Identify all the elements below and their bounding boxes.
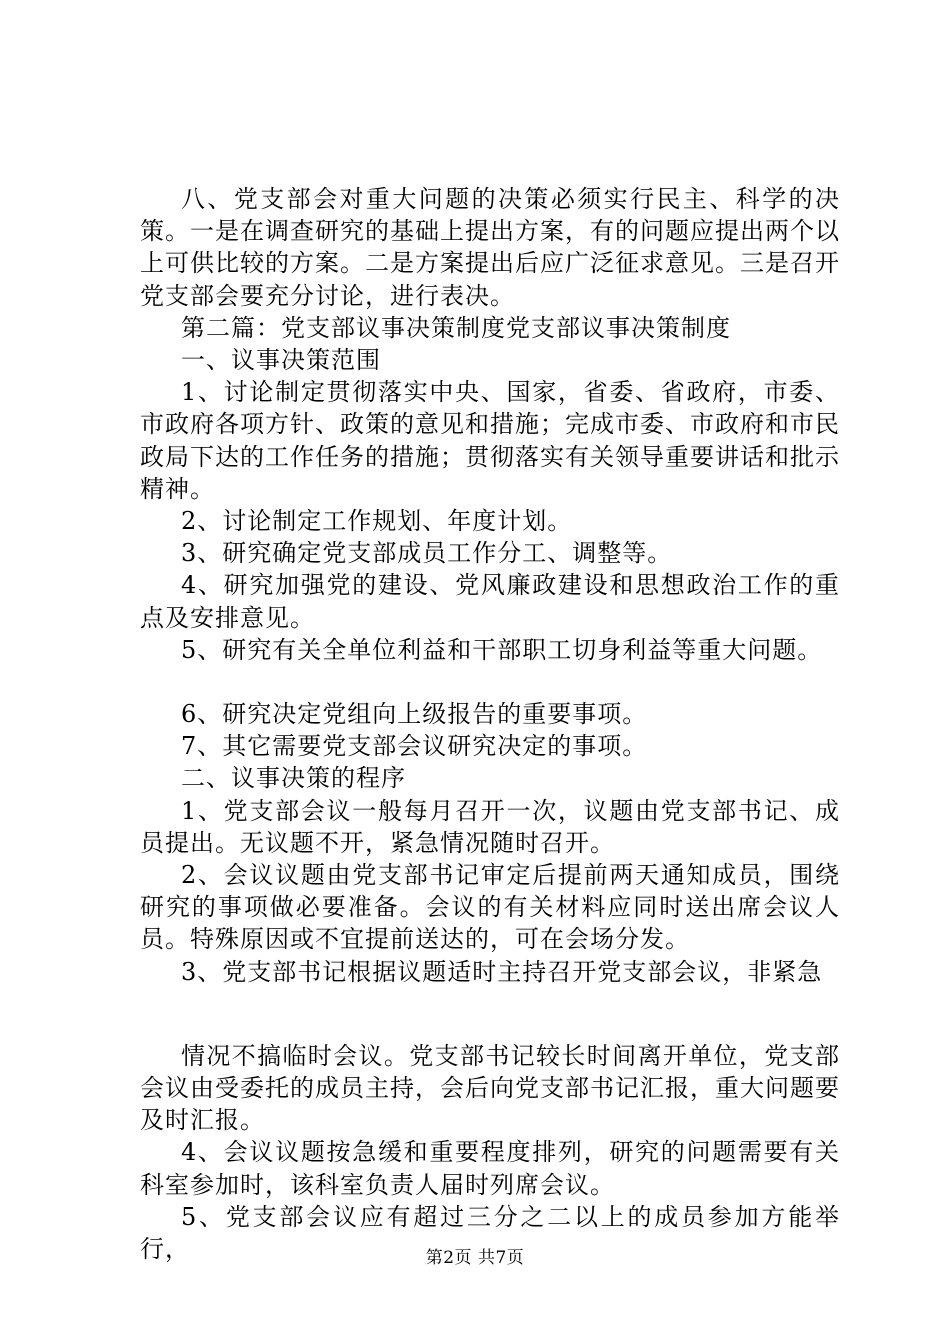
paragraph: 3、研究确定党支部成员工作分工、调整等。	[181, 539, 673, 568]
page-footer	[0, 1243, 950, 1268]
paragraph: 1、党支部会议一般每月召开一次，议题由党支部书记、成员提出。无议题不开，紧急情况随时召开。	[140, 796, 840, 857]
paragraph: 5、党支部会议应有超过三分之二以上的成员参加方能举行，	[140, 1202, 840, 1264]
page-number-label: 第2页 共7页	[425, 1248, 525, 1268]
document-body	[140, 183, 840, 1265]
paragraph: 八、党支部会对重大问题的决策必须实行民主、科学的决策。一是在调查研究的基础上提出方案，有的问题应提出两个以上可供比较的方案。二是方案提出后应广泛征求意见。三是召开党支部会要充分讨论，进行表决。	[140, 185, 840, 310]
paragraph: 二、议事决策的程序	[181, 764, 406, 793]
paragraph: 2、讨论制定工作规划、年度计划。	[181, 507, 573, 536]
paragraph: 情况不搞临时会议。党支部书记较长时间离开单位，党支部会议由受委托的成员主持，会后向党支部书记汇报，重大问题要及时汇报。	[140, 1041, 840, 1135]
paragraph: 1、讨论制定贯彻落实中央、国家，省委、省政府，市委、市政府各项方针、政策的意见和措施；完成市委、市政府和市民政局下达的工作任务的措施；贯彻落实有关领导重要讲话和批示精神。	[140, 378, 840, 503]
paragraph: 4、研究加强党的建设、党风廉政建设和思想政治工作的重点及安排意见。	[140, 571, 840, 632]
paragraph-gap	[140, 1020, 840, 1040]
paragraph: 7、其它需要党支部会议研究决定的事项。	[181, 732, 648, 761]
paragraph: 5、研究有关全单位利益和干部职工切身利益等重大问题。	[181, 635, 823, 664]
paragraph: 一、议事决策范围	[181, 346, 381, 375]
paragraph: 6、研究决定党组向上级报告的重要事项。	[181, 700, 648, 729]
paragraph: 第二篇：党支部议事决策制度党支部议事决策制度	[181, 313, 731, 342]
paragraph-gap	[140, 666, 840, 698]
paragraph-gap	[140, 988, 840, 1020]
paragraph: 2、会议议题由党支部书记审定后提前两天通知成员，围绕研究的事项做必要准备。会议的有关材料应同时送出席会议人员。特殊原因或不宜提前送达的，可在会场分发。	[140, 861, 840, 954]
paragraph: 3、党支部书记根据议题适时主持召开党支部会议，非紧急	[181, 957, 823, 986]
paragraph: 4、会议议题按急缓和重要程度排列，研究的问题需要有关科室参加时，该科室负责人届时列席会议。	[140, 1138, 840, 1199]
